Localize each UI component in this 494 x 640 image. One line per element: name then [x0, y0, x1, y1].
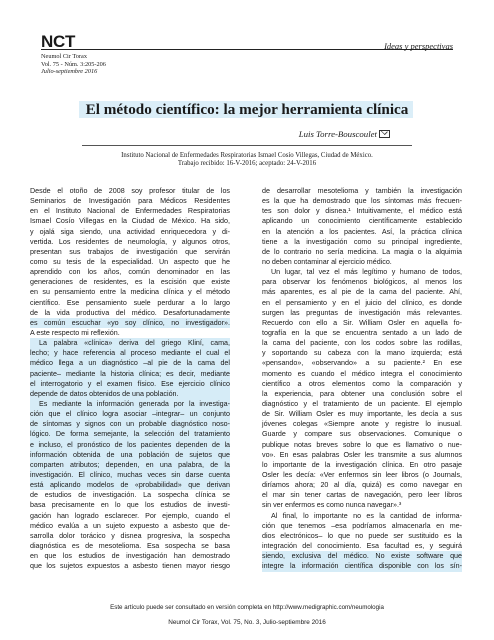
body-text-line: en su pensamiento entre la medicina clínica y el método	[30, 288, 230, 297]
body-text-line: la cama del paciente, con los codos sobre las rodillas,	[262, 339, 462, 348]
body-text-line: diríamos ahora; 20 al día, quizá) es como navegar en	[262, 481, 462, 490]
affiliation: Instituto Nacional de Enfermedades Respiratorias Ismael Cosío Villegas, Ciudad de México.	[121, 152, 373, 159]
body-text-line: y ojalá siga siendo, una actividad enriquecedora y di-	[30, 227, 230, 236]
body-text-line: Seminarios de Investigación para Médicos Residentes	[30, 197, 230, 206]
body-text-line: información obtenida de una población de sujetos que	[30, 450, 230, 459]
body-text-line: médico llega a un diagnóstico –al pie de la cama del	[30, 359, 230, 368]
body-column-right	[262, 186, 462, 571]
body-text-line: en la atención a los pacientes. Así, la práctica clínica	[262, 227, 462, 236]
body-text-line: Recuerdo con ello a Sir. William Osler en aquella fo-	[262, 318, 462, 327]
body-text-line: Osler les decía: «Ver enfermos sin leer libros (o Journals,	[262, 470, 462, 479]
body-text-line: es la que ha demostrado que los síntomas más frecuen-	[262, 197, 462, 206]
body-text-line: ción que el clínico logra asociar –integrar– un conjunto	[30, 410, 230, 419]
section-label: Ideas y perspectivas	[384, 41, 453, 51]
body-text-line: vertida. Los residentes de neumología, y algunos otros,	[30, 237, 230, 246]
body-text-line: generaciones de residentes, es la escisión que existe	[30, 278, 230, 287]
body-text-line: aprendido con los años, común denominador en las	[30, 268, 230, 277]
journal-logo: NCT	[41, 32, 76, 51]
body-text-line: ción que tenemos –esa podríamos almacenarla en me-	[262, 521, 462, 530]
body-text-line: tiene a la investigación como su principal ingrediente,	[262, 237, 462, 246]
article-title: El método científico: la mejor herramienta clínica	[85, 101, 409, 118]
body-text-line: A este respecto mi reflexión.	[30, 328, 120, 337]
body-text-line: surgen las preguntas de investigación más relevantes.	[262, 308, 462, 317]
body-text-line: de lo contrario no sería medicina. La magia o la alquimia	[262, 247, 462, 256]
body-text-line: científico a otros elementos como la comparación y	[262, 379, 462, 388]
body-text-line: para observar los fenómenos biológicos, al menos los	[262, 278, 462, 287]
body-text-line: aplicando un conocimiento científicamente establecido	[262, 217, 462, 226]
body-text-line: integre la información científica disponible con los sín-	[262, 562, 462, 571]
body-text-line: investigación. El clínico, muchas veces sin darse cuenta	[30, 470, 230, 479]
body-text-line: el interrogatorio y el examen físico. Ese ejercicio clínico	[30, 379, 230, 388]
body-text-line: científico. Ese pensamiento suele perdurar a lo largo	[30, 298, 230, 307]
body-text-line: publique notas breves sobre lo que es llamativo o nue-	[262, 440, 462, 449]
body-text-line: integración del conocimiento. Esa facultad es, y seguirá	[262, 541, 462, 550]
body-text-line: Al final, lo importante no es la cantidad de informa-	[271, 511, 462, 520]
journal-volume: Vol. 75 - Núm. 3:205-206	[41, 60, 106, 68]
body-text-line: presentan sus trabajos de investigación que servirán	[30, 247, 230, 256]
body-text-line: tes son dolor y disnea.¹ Intuitivamente, el médico está	[262, 207, 462, 216]
body-text-line: dios electrónicos– lo que no puede ser sustituido es la	[262, 531, 462, 540]
body-text-line: Un lugar, tal vez el más legítimo y humano de todos,	[271, 268, 462, 277]
body-text-line: comparten atributos; dependen, en una palabra, de la	[30, 460, 230, 469]
body-text-line: La palabra «clínica» deriva del griego Kliní, cama,	[39, 339, 230, 348]
body-text-line: en el Instituto Nacional de Enfermedades Respiratorias	[30, 207, 230, 216]
body-text-line: más aparentes, es al pie de la cama del paciente. Ahí,	[262, 288, 462, 297]
body-text-line: sarrolla dolor torácico y disnea progresiva, la sospecha	[30, 531, 230, 540]
body-text-line: siendo, exclusiva del médico. No existe software que	[262, 552, 462, 561]
mail-icon	[379, 130, 390, 138]
journal-name: Neumol Cir Torax	[41, 53, 87, 60]
body-text-line: lo importante de la investigación clínica. En otro pasaje	[262, 460, 462, 469]
received-dates: Trabajo recibido: 16-V-2016; aceptado: 24-V-2016	[177, 160, 317, 167]
title-rule	[82, 145, 412, 146]
body-text-line: lecho; y hace referencia al proceso mediante el cual el	[30, 349, 230, 358]
body-text-line: gación han logrado esclarecer. Por ejemplo, cuando el	[30, 511, 230, 520]
author-name: Luis Torre-Bouscoulet	[298, 129, 377, 139]
body-text-line: Guarde y compare sus observaciones. Comunique o	[262, 430, 462, 439]
body-text-line: basa precisamente en lo que los estudios de investi-	[30, 501, 230, 510]
body-text-line: está aplicando modelos de «probabilidad» que derivan	[30, 481, 230, 490]
body-text-line: Ismael Cosío Villegas en la Ciudad de México. Ha sido,	[30, 217, 230, 226]
article-author	[41, 129, 453, 139]
body-text-line: en que los estudios de investigación han demostrado	[30, 552, 230, 561]
body-text-line: y soportando su cabeza con la mano izquierda; está	[262, 349, 462, 358]
body-text-line: la experiencia, para obtener una conclusión sobre el	[262, 389, 462, 398]
body-text-line: depende de datos obtenidos de una población.	[30, 389, 179, 398]
body-text-line: el mar sin tener cartas de navegación, pero leer libros	[262, 491, 462, 500]
body-text-line: de estudios de investigación. La sospecha clínica se	[30, 491, 230, 500]
body-text-line: tografía en la que se encuentra sentado a un lado de	[262, 328, 462, 337]
body-column-left	[30, 186, 230, 571]
body-text-line: médico evalúa a un sujeto expuesto a asbesto que de-	[30, 521, 230, 530]
body-text-line: diagnóstico y el tratamiento de un paciente. El ejemplo	[262, 399, 462, 408]
body-text-line: vo». En esas palabras Osler les transmite a sus alumnos	[262, 450, 462, 459]
footer-online-note: Este artículo puede ser consultado en versión completa en http://www.medigraphic.com/neumologia	[110, 604, 384, 611]
body-text-line: lógico. De forma semejante, la selección del tratamiento	[30, 430, 230, 439]
body-text-line: de la vida productiva del médico. Desafortunadamente	[30, 308, 230, 317]
journal-issue-date: Julio-septiembre 2016	[41, 68, 98, 75]
body-text-line: Es mediante la información generada por la investiga-	[39, 399, 230, 408]
body-text-line: como su tesis de la especialidad. Un aspecto que he	[30, 257, 230, 266]
body-text-line: Desde el otoño de 2008 soy profesor titular de los	[30, 187, 230, 195]
body-text-line: momento es cuando el médico integra el conocimiento	[262, 369, 462, 378]
body-text-line: paciente– mediante la historia clínica; es decir, mediante	[30, 369, 230, 378]
body-text-line: «pensando», «observando» a su paciente.² En ese	[262, 359, 462, 368]
footer-citation: Neumol Cir Torax, Vol. 75, No. 3, Julio-septiembre 2016	[168, 619, 326, 626]
body-text-line: diagnóstica es de mesotelioma. Esa sospecha se basa	[30, 541, 230, 550]
body-text-line: en el pensamiento y en el juicio del clínico, es donde	[262, 298, 462, 307]
body-text-line: jóvenes colegas «Siempre anote y registre lo inusual.	[262, 420, 462, 429]
body-text-line: es común escuchar «yo soy clínico, no investigador».	[30, 318, 230, 327]
body-text-line: no deben contaminar al ejercicio médico.	[262, 257, 392, 266]
body-text-line: de desarrollar mesotelioma y también la investigación	[262, 187, 462, 195]
body-text-line: que los sujetos expuestos a asbesto tienen mayor riesgo	[30, 562, 230, 571]
body-text-line: de Sir. William Osler es muy importante, les decía a sus	[262, 410, 462, 419]
body-text-line: e incluso, el pronóstico de los pacientes dependen de la	[30, 440, 230, 449]
body-text-line: sin ver enfermos es como nunca navegar».³	[262, 501, 402, 510]
body-text-line: de síntomas y signos con un probable diagnóstico noso-	[30, 420, 230, 429]
